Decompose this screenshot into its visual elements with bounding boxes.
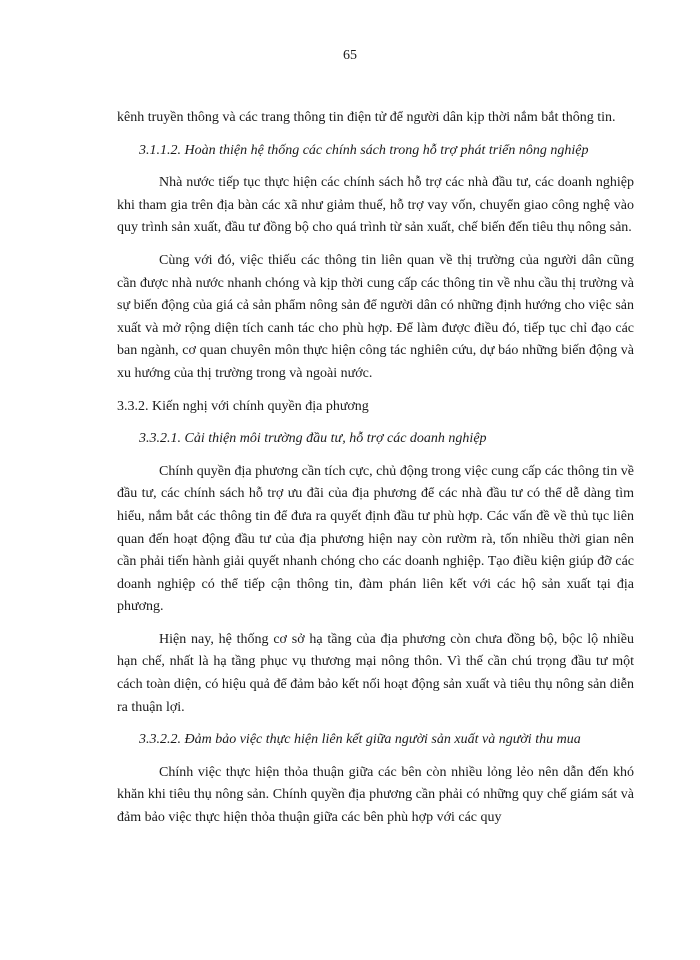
heading-3-3-2: 3.3.2. Kiến nghị với chính quyền địa phương xyxy=(117,398,369,414)
heading-3-1-1-2: 3.1.1.2. Hoàn thiện hệ thống các chính sách trong hỗ trợ phát triển nông nghiệp xyxy=(139,142,589,158)
page-number: 65 xyxy=(343,48,357,63)
paragraph-producer-buyer-linkage: Chính việc thực hiện thỏa thuận giữa các bên còn nhiều lỏng lẻo nên dẫn đến khó khăn khi tiêu thụ nông sản. Chính quyền địa phương cần phải có những quy chế giám sát và đảm bảo việc thực hiện thỏa thuận giữa các bên phù hợp với các quy xyxy=(117,764,634,826)
page-body xyxy=(117,107,634,838)
paragraph-market-information: Cùng với đó, việc thiếu các thông tin liên quan về thị trường của người dân cũng cần được nhà nước nhanh chóng và kịp thời cung cấp các thông tin về nhu cầu thị trường và sự biến động của giá cả sản phẩm nông sản để người dân có những định hướng cho việc sản xuất và mở rộng diện tích canh tác cho phù hợp. Để làm được điều đó, tiếp tục chỉ đạo các ban ngành, cơ quan chuyên môn thực hiện công tác nghiên cứu, dự báo những biến động và xu hướng của thị trường trong và ngoài nước. xyxy=(117,252,634,381)
heading-3-3-2-1: 3.3.2.1. Cải thiện môi trường đầu tư, hỗ trợ các doanh nghiệp xyxy=(139,431,487,447)
paragraph-infrastructure: Hiện nay, hệ thống cơ sở hạ tầng của địa phương còn chưa đồng bộ, bộc lộ nhiều hạn chế, nhất là hạ tầng phục vụ thương mại nông thôn. Vì thế cần chú trọng đầu tư một cách toàn diện, có hiệu quả để đảm bảo kết nối hoạt động sản xuất và tiêu thụ nông sản diễn ra thuận lợi. xyxy=(117,631,634,715)
paragraph-local-government-investment: Chính quyền địa phương cần tích cực, chủ động trong việc cung cấp các thông tin về đầu tư, các chính sách hỗ trợ ưu đãi của địa phương để các nhà đầu tư có thể dễ dàng tìm hiểu, nắm bắt các thông tin để đưa ra quyết định đầu tư phù hợp. Các vấn đề về thủ tục liên quan đến hoạt động đầu tư của địa phương hiện nay còn rườm rà, tốn nhiều thời gian nên cần phải tiến hành giải quyết nhanh chóng cho các doanh nghiệp. Tạo điều kiện giúp đỡ các doanh nghiệp có thể tiếp cận thông tin, đàm phán liên kết với các hộ sản xuất tại địa phương. xyxy=(117,463,634,615)
paragraph-state-policies: Nhà nước tiếp tục thực hiện các chính sách hỗ trợ các nhà đầu tư, các doanh nghiệp khi tham gia trên địa bàn các xã như giảm thuế, hỗ trợ vay vốn, chuyển giao công nghệ vào quy trình sản xuất, đầu tư đồng bộ cho quá trình từ sản xuất, chế biến đến tiêu thụ nông sản. xyxy=(117,175,634,236)
heading-3-3-2-2: 3.3.2.2. Đảm bảo việc thực hiện liên kết giữa người sản xuất và người thu mua xyxy=(139,732,581,748)
paragraph-continuation: kênh truyền thông và các trang thông tin điện tử để người dân kịp thời nắm bắt thông tin. xyxy=(117,110,616,125)
